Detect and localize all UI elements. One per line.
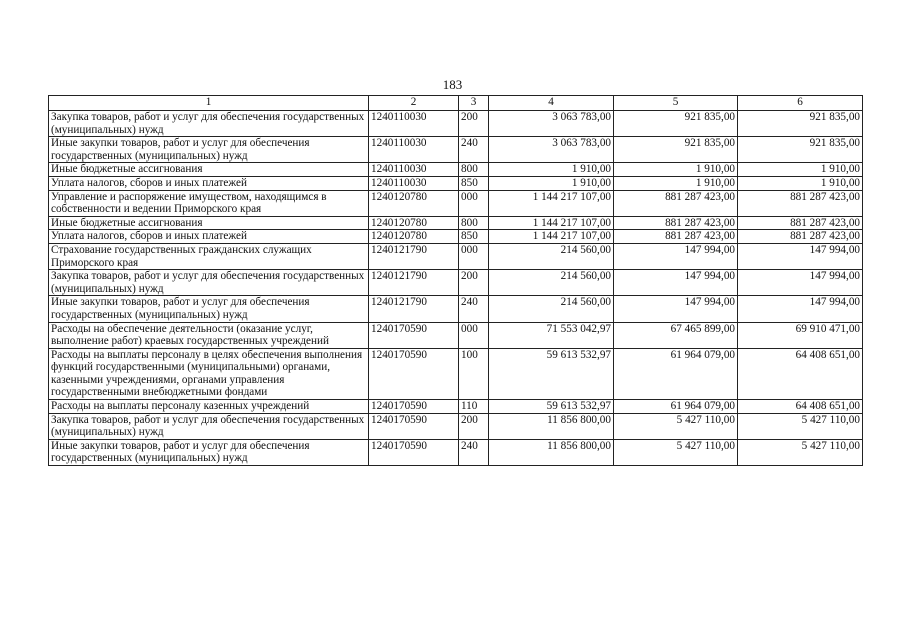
target-code-cell: 1240121790 xyxy=(369,270,459,296)
page-number: 183 xyxy=(442,77,463,92)
target-code-cell: 1240170590 xyxy=(369,439,459,465)
amount-col6-cell: 881 287 423,00 xyxy=(738,216,863,230)
amount-col6-cell: 1 910,00 xyxy=(738,176,863,190)
target-code-cell: 1240170590 xyxy=(369,348,459,399)
target-code-cell: 1240120780 xyxy=(369,230,459,244)
table-row xyxy=(49,111,863,137)
table-row xyxy=(49,230,863,244)
column-header: 2 xyxy=(369,96,459,111)
expense-type-cell: 850 xyxy=(459,176,489,190)
table-header-row xyxy=(49,96,863,111)
table-row xyxy=(49,176,863,190)
amount-col4-cell: 59 613 532,97 xyxy=(489,348,614,399)
expense-type-cell: 850 xyxy=(459,230,489,244)
expense-name-cell: Иные бюджетные ассигнования xyxy=(49,216,369,230)
amount-col4-cell: 11 856 800,00 xyxy=(489,413,614,439)
expense-name-cell: Закупка товаров, работ и услуг для обеспечения государственных (муниципальных) нужд xyxy=(49,413,369,439)
expense-name-cell: Расходы на выплаты персоналу казенных учреждений xyxy=(49,400,369,414)
amount-col6-cell: 69 910 471,00 xyxy=(738,322,863,348)
column-header: 6 xyxy=(738,96,863,111)
expense-type-cell: 100 xyxy=(459,348,489,399)
expense-name-cell: Закупка товаров, работ и услуг для обеспечения государственных (муниципальных) нужд xyxy=(49,270,369,296)
amount-col5-cell: 61 964 079,00 xyxy=(614,348,738,399)
amount-col5-cell: 921 835,00 xyxy=(614,111,738,137)
amount-col6-cell: 881 287 423,00 xyxy=(738,230,863,244)
target-code-cell: 1240110030 xyxy=(369,163,459,177)
amount-col4-cell: 1 144 217 107,00 xyxy=(489,230,614,244)
expense-name-cell: Страхование государственных гражданских служащих Приморского края xyxy=(49,243,369,269)
expense-name-cell: Уплата налогов, сборов и иных платежей xyxy=(49,176,369,190)
amount-col4-cell: 3 063 783,00 xyxy=(489,137,614,163)
expense-type-cell: 200 xyxy=(459,413,489,439)
expense-name-cell: Закупка товаров, работ и услуг для обеспечения государственных (муниципальных) нужд xyxy=(49,111,369,137)
expense-type-cell: 240 xyxy=(459,296,489,322)
amount-col6-cell: 147 994,00 xyxy=(738,296,863,322)
amount-col6-cell: 921 835,00 xyxy=(738,137,863,163)
table-row xyxy=(49,413,863,439)
budget-table xyxy=(48,95,863,466)
amount-col5-cell: 61 964 079,00 xyxy=(614,400,738,414)
amount-col4-cell: 59 613 532,97 xyxy=(489,400,614,414)
amount-col6-cell: 1 910,00 xyxy=(738,163,863,177)
target-code-cell: 1240170590 xyxy=(369,400,459,414)
amount-col5-cell: 881 287 423,00 xyxy=(614,190,738,216)
amount-col5-cell: 921 835,00 xyxy=(614,137,738,163)
target-code-cell: 1240121790 xyxy=(369,243,459,269)
amount-col5-cell: 1 910,00 xyxy=(614,176,738,190)
table-row xyxy=(49,190,863,216)
target-code-cell: 1240110030 xyxy=(369,137,459,163)
column-header: 4 xyxy=(489,96,614,111)
amount-col5-cell: 881 287 423,00 xyxy=(614,216,738,230)
amount-col5-cell: 147 994,00 xyxy=(614,243,738,269)
amount-col4-cell: 71 553 042,97 xyxy=(489,322,614,348)
amount-col6-cell: 147 994,00 xyxy=(738,243,863,269)
amount-col4-cell: 1 144 217 107,00 xyxy=(489,190,614,216)
amount-col6-cell: 881 287 423,00 xyxy=(738,190,863,216)
amount-col5-cell: 5 427 110,00 xyxy=(614,439,738,465)
amount-col4-cell: 214 560,00 xyxy=(489,243,614,269)
expense-name-cell: Расходы на обеспечение деятельности (оказание услуг, выполнение работ) краевых государственных учреждений xyxy=(49,322,369,348)
column-header: 5 xyxy=(614,96,738,111)
amount-col6-cell: 64 408 651,00 xyxy=(738,400,863,414)
column-header: 3 xyxy=(459,96,489,111)
expense-name-cell: Иные закупки товаров, работ и услуг для обеспечения государственных (муниципальных) нужд xyxy=(49,137,369,163)
amount-col6-cell: 5 427 110,00 xyxy=(738,439,863,465)
table-row xyxy=(49,137,863,163)
expense-name-cell: Расходы на выплаты персоналу в целях обеспечения выполнения функций государственными (муниципальными) органами, казенными учреждениями, органами управления государственными внебюджетными фондами xyxy=(49,348,369,399)
expense-type-cell: 200 xyxy=(459,111,489,137)
amount-col4-cell: 1 910,00 xyxy=(489,176,614,190)
target-code-cell: 1240120780 xyxy=(369,216,459,230)
expense-name-cell: Иные закупки товаров, работ и услуг для обеспечения государственных (муниципальных) нужд xyxy=(49,296,369,322)
expense-type-cell: 240 xyxy=(459,439,489,465)
amount-col5-cell: 1 910,00 xyxy=(614,163,738,177)
amount-col4-cell: 1 910,00 xyxy=(489,163,614,177)
amount-col4-cell: 11 856 800,00 xyxy=(489,439,614,465)
expense-type-cell: 000 xyxy=(459,243,489,269)
table-row xyxy=(49,243,863,269)
expense-type-cell: 000 xyxy=(459,190,489,216)
amount-col4-cell: 3 063 783,00 xyxy=(489,111,614,137)
amount-col6-cell: 921 835,00 xyxy=(738,111,863,137)
amount-col5-cell: 881 287 423,00 xyxy=(614,230,738,244)
amount-col5-cell: 147 994,00 xyxy=(614,270,738,296)
amount-col4-cell: 1 144 217 107,00 xyxy=(489,216,614,230)
table-row xyxy=(49,270,863,296)
expense-type-cell: 240 xyxy=(459,137,489,163)
amount-col4-cell: 214 560,00 xyxy=(489,270,614,296)
amount-col4-cell: 214 560,00 xyxy=(489,296,614,322)
amount-col5-cell: 67 465 899,00 xyxy=(614,322,738,348)
target-code-cell: 1240110030 xyxy=(369,176,459,190)
table-row xyxy=(49,348,863,399)
target-code-cell: 1240170590 xyxy=(369,322,459,348)
table-row xyxy=(49,296,863,322)
amount-col5-cell: 5 427 110,00 xyxy=(614,413,738,439)
table-row xyxy=(49,163,863,177)
expense-type-cell: 110 xyxy=(459,400,489,414)
target-code-cell: 1240121790 xyxy=(369,296,459,322)
target-code-cell: 1240120780 xyxy=(369,190,459,216)
table-row xyxy=(49,439,863,465)
amount-col6-cell: 5 427 110,00 xyxy=(738,413,863,439)
expense-type-cell: 800 xyxy=(459,163,489,177)
table-row xyxy=(49,216,863,230)
column-header: 1 xyxy=(49,96,369,111)
table-row xyxy=(49,322,863,348)
table-row xyxy=(49,400,863,414)
expense-type-cell: 200 xyxy=(459,270,489,296)
expense-name-cell: Управление и распоряжение имуществом, находящимся в собственности и ведении Приморского края xyxy=(49,190,369,216)
expense-name-cell: Иные бюджетные ассигнования xyxy=(49,163,369,177)
target-code-cell: 1240110030 xyxy=(369,111,459,137)
amount-col6-cell: 147 994,00 xyxy=(738,270,863,296)
expense-type-cell: 000 xyxy=(459,322,489,348)
expense-type-cell: 800 xyxy=(459,216,489,230)
table-body xyxy=(49,111,863,466)
amount-col5-cell: 147 994,00 xyxy=(614,296,738,322)
expense-name-cell: Иные закупки товаров, работ и услуг для обеспечения государственных (муниципальных) нужд xyxy=(49,439,369,465)
expense-name-cell: Уплата налогов, сборов и иных платежей xyxy=(49,230,369,244)
target-code-cell: 1240170590 xyxy=(369,413,459,439)
amount-col6-cell: 64 408 651,00 xyxy=(738,348,863,399)
